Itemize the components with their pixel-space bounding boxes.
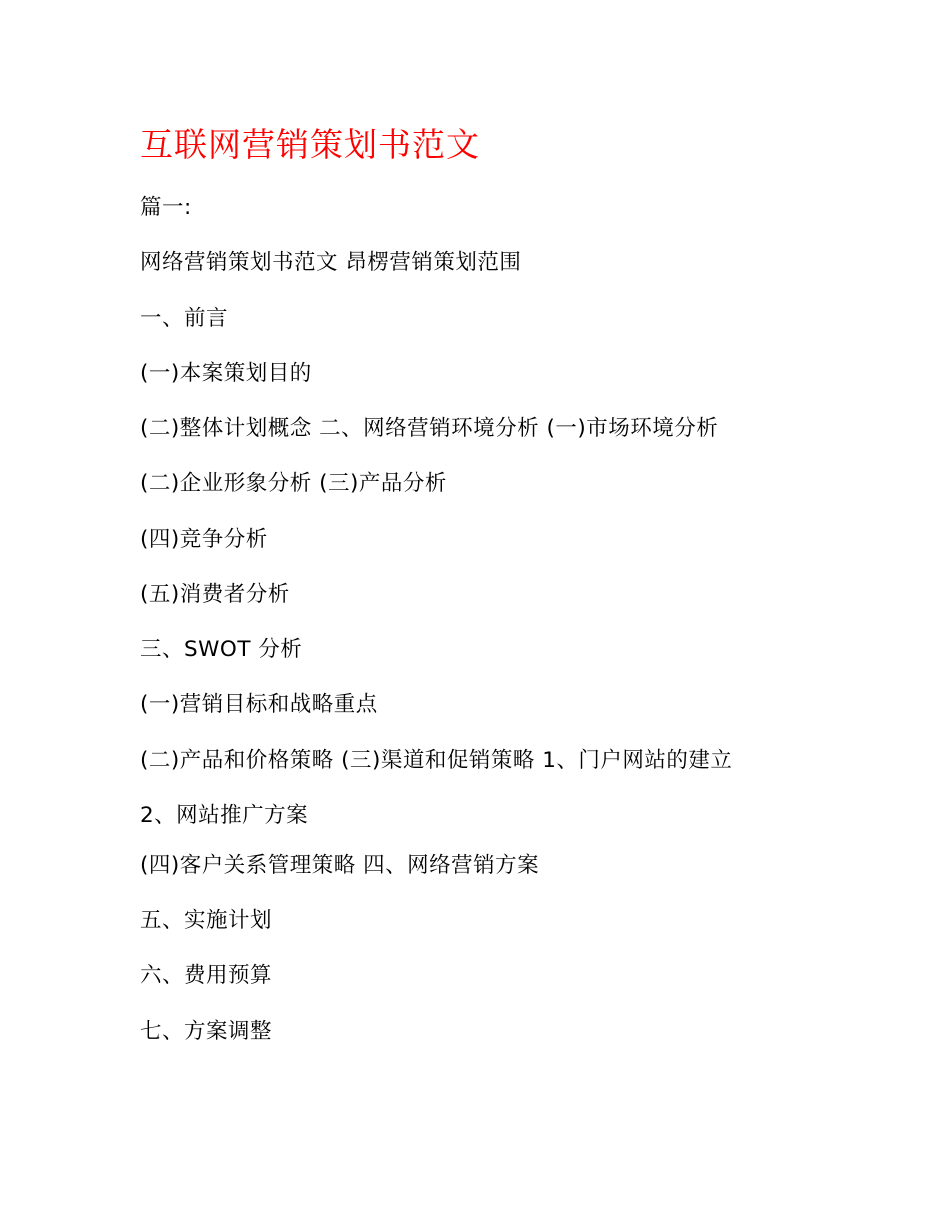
toc-line: 2、网站推广方案 xyxy=(140,803,309,828)
toc-line: 七、方案调整 xyxy=(140,1019,273,1044)
toc-line: (一)营销目标和战略重点 xyxy=(140,692,378,717)
toc-line: (二)整体计划概念 二、网络营销环境分析 (一)市场环境分析 xyxy=(140,416,719,441)
toc-line: (四)客户关系管理策略 四、网络营销方案 xyxy=(140,853,540,878)
section-label: 篇一: xyxy=(140,195,192,220)
toc-line: (二)产品和价格策略 (三)渠道和促销策略 1、门户网站的建立 xyxy=(140,748,733,773)
toc-line: 网络营销策划书范文 昂楞营销策划范围 xyxy=(140,250,522,275)
toc-line: 五、实施计划 xyxy=(140,908,273,933)
toc-line: (四)竞争分析 xyxy=(140,527,268,552)
toc-line: 六、费用预算 xyxy=(140,963,273,988)
toc-line: (一)本案策划目的 xyxy=(140,361,312,386)
document-title: 互联网营销策划书范文 xyxy=(140,125,480,164)
toc-line: (五)消费者分析 xyxy=(140,582,290,607)
toc-line: 一、前言 xyxy=(140,306,229,331)
toc-line: (二)企业形象分析 (三)产品分析 xyxy=(140,471,447,496)
toc-line: 三、SWOT 分析 xyxy=(140,637,303,662)
